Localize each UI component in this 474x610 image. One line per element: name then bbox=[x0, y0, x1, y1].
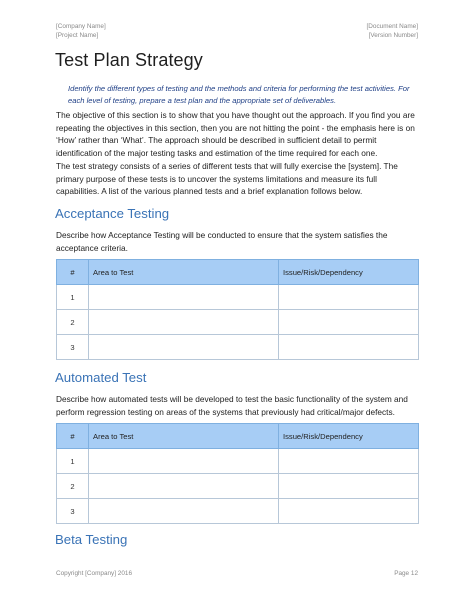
section-heading-beta: Beta Testing bbox=[55, 532, 128, 547]
column-header: Issue/Risk/Dependency bbox=[279, 424, 419, 449]
header-left bbox=[56, 22, 106, 40]
row-number: 3 bbox=[57, 335, 89, 360]
section-heading-automated: Automated Test bbox=[55, 370, 147, 385]
issue-risk-cell[interactable] bbox=[279, 449, 419, 474]
document-name: [Document Name] bbox=[366, 23, 418, 30]
table-header-row bbox=[57, 260, 419, 285]
table-row bbox=[57, 474, 419, 499]
project-name: [Project Name] bbox=[56, 32, 99, 39]
issue-risk-cell[interactable] bbox=[279, 335, 419, 360]
row-number: 1 bbox=[57, 449, 89, 474]
column-header: # bbox=[57, 424, 89, 449]
area-to-test-cell[interactable] bbox=[89, 449, 279, 474]
acceptance-test-table bbox=[56, 259, 419, 360]
area-to-test-cell[interactable] bbox=[89, 499, 279, 524]
area-to-test-cell[interactable] bbox=[89, 335, 279, 360]
strategy-paragraph: The test strategy consists of a series of different tests that will fully exercise the [system]. The primary purpose of these tests is to uncover the systems limitations and measure its full capabilities. A list of the various planned tests and a brief explanation follows below. bbox=[56, 161, 398, 196]
table-row bbox=[57, 310, 419, 335]
instruction-note: Identify the different types of testing and the methods and criteria for performing the test activities. For each level of testing, prepare a test plan and the appropriate set of deliverables. bbox=[68, 84, 410, 105]
table-row bbox=[57, 335, 419, 360]
column-header: Issue/Risk/Dependency bbox=[279, 260, 419, 285]
column-header: Area to Test bbox=[89, 260, 279, 285]
automated-test-table bbox=[56, 423, 419, 524]
table-row bbox=[57, 285, 419, 310]
section-description-automated: Describe how automated tests will be developed to test the basic functionality of the system and perform regression testing on areas of the systems that previously had critical/major defects. bbox=[56, 394, 408, 417]
header-right bbox=[367, 22, 419, 40]
row-number: 2 bbox=[57, 310, 89, 335]
issue-risk-cell[interactable] bbox=[279, 499, 419, 524]
section-heading-acceptance: Acceptance Testing bbox=[55, 206, 170, 221]
table-header-row bbox=[57, 424, 419, 449]
issue-risk-cell[interactable] bbox=[279, 310, 419, 335]
column-header: # bbox=[57, 260, 89, 285]
area-to-test-cell[interactable] bbox=[89, 285, 279, 310]
version-number: [Version Number] bbox=[368, 32, 418, 39]
row-number: 1 bbox=[57, 285, 89, 310]
intro-paragraph: The objective of this section is to show that you have thought out the approach. If you find you are repeating the objectives in this section, then you are not hitting the point - the emphasis here is on ‘How’ rather than ‘What’. The approach should be described in sufficient detail to permit identification of the major testing tasks and estimation of the time required for each one. bbox=[56, 110, 415, 158]
area-to-test-cell[interactable] bbox=[89, 310, 279, 335]
footer-copyright: Copyright [Company] 2016 bbox=[56, 570, 133, 577]
column-header: Area to Test bbox=[89, 424, 279, 449]
table-row bbox=[57, 449, 419, 474]
table-row bbox=[57, 499, 419, 524]
row-number: 3 bbox=[57, 499, 89, 524]
company-name: [Company Name] bbox=[56, 23, 106, 30]
issue-risk-cell[interactable] bbox=[279, 474, 419, 499]
section-description-acceptance: Describe how Acceptance Testing will be conducted to ensure that the system satisfies the acceptance criteria. bbox=[56, 230, 388, 253]
area-to-test-cell[interactable] bbox=[89, 474, 279, 499]
footer-page-number: Page 12 bbox=[394, 570, 418, 577]
page-title: Test Plan Strategy bbox=[55, 50, 203, 70]
row-number: 2 bbox=[57, 474, 89, 499]
issue-risk-cell[interactable] bbox=[279, 285, 419, 310]
